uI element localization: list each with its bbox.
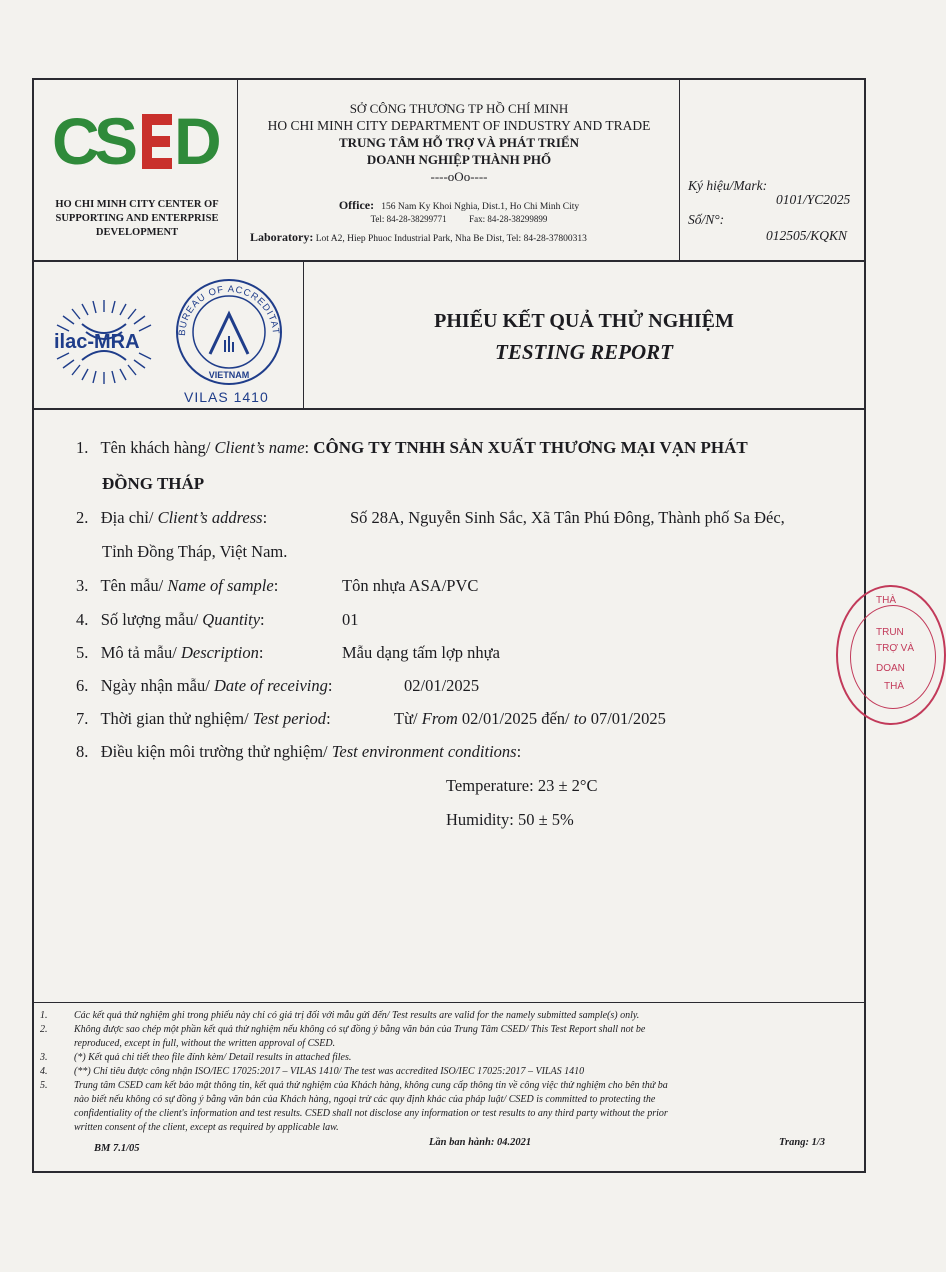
stamp-text: DOAN bbox=[876, 663, 905, 674]
item-number: 5. bbox=[76, 643, 89, 662]
item-label-en: Test environment conditions bbox=[331, 742, 517, 761]
footnote-text: (**) Chỉ tiêu được công nhận ISO/IEC 17025:2017 – VILAS 1410/ The test was accredited ISO/IEC 17025:2017 – VILAS 1410 bbox=[74, 1066, 585, 1077]
vilas-text: VILAS 1410 bbox=[184, 389, 269, 405]
logo-letter-c: C bbox=[52, 104, 100, 178]
boa-logo bbox=[34, 262, 281, 384]
fax: Fax: 84-28-38299899 bbox=[469, 214, 548, 224]
footnote bbox=[40, 1093, 655, 1106]
title-cell bbox=[304, 262, 864, 408]
item-number: 6. bbox=[76, 676, 89, 695]
tel-fax-line bbox=[238, 214, 680, 224]
lab-address: Lot A2, Hiep Phuoc Industrial Park, Nha Be Dist, Tel: 84-28-37800313 bbox=[315, 234, 587, 244]
item-address-cont: Tỉnh Đồng Tháp, Việt Nam. bbox=[102, 542, 288, 561]
item-environment: 8. Điều kiện môi trường thử nghiệm/ Test environment conditions: bbox=[76, 742, 522, 761]
company-stamp bbox=[836, 585, 946, 725]
org-line: DOANH NGHIỆP THÀNH PHỐ bbox=[366, 152, 552, 167]
item-number: 3. bbox=[76, 576, 89, 595]
footnote-number: 4. bbox=[40, 1066, 48, 1077]
report-title-en: TESTING REPORT bbox=[495, 340, 673, 364]
item-test-period: 7. Thời gian thử nghiệm/ Test period: bbox=[76, 709, 331, 728]
laboratory-line bbox=[250, 230, 587, 245]
period-to-en: to bbox=[573, 709, 587, 728]
item-number: 7. bbox=[76, 709, 89, 728]
accreditation-cell bbox=[34, 262, 304, 408]
stamp-text: TRUN bbox=[876, 627, 904, 638]
footnote bbox=[40, 1037, 335, 1050]
office-label: Office: bbox=[338, 198, 375, 212]
period-end: 07/01/2025 bbox=[586, 709, 666, 728]
organization-names bbox=[238, 100, 680, 185]
footnote-text: written consent of the client, except as required by applicable law. bbox=[74, 1122, 339, 1133]
logo-caption-line: HO CHI MINH CITY CENTER OF bbox=[55, 199, 219, 210]
page-number: Trang: 1/3 bbox=[779, 1137, 825, 1148]
logo-letter-s: S bbox=[94, 104, 139, 178]
item-value: Số 28A, Nguyễn Sinh Sắc, Xã Tân Phú Đông, Thành phố Sa Đéc, bbox=[350, 508, 785, 527]
contacts bbox=[238, 198, 680, 224]
logo-caption-line: DEVELOPMENT bbox=[95, 227, 179, 238]
office-line bbox=[238, 198, 680, 213]
footnote-text: nào biết nếu không có sự đồng ý bằng văn bản của Khách hàng, ngoại trừ các quy định khác của pháp luật/ CSED is committed to protecting the bbox=[74, 1094, 656, 1105]
item-value: 01 bbox=[342, 610, 359, 629]
item-value: Mẫu dạng tấm lợp nhựa bbox=[342, 643, 500, 662]
period-from-en: From bbox=[421, 709, 458, 728]
footnote bbox=[40, 1065, 584, 1078]
item-client-address: 2. Địa chỉ/ Client’s address: bbox=[76, 508, 268, 527]
item-value bbox=[394, 709, 666, 729]
mark-value: 0101/YC2025 bbox=[776, 192, 851, 207]
boa-top-text: BUREAU OF ACCREDITAT bbox=[176, 283, 282, 337]
footnote-text: Không được sao chép một phần kết quả thử nghiệm nếu không có sự đồng ý bằng văn bản của Trung Tâm CSED/ This Test Report shall not be bbox=[74, 1024, 646, 1035]
issue-date: Lần ban hành: 04.2021 bbox=[429, 1137, 532, 1148]
footnote-number: 2. bbox=[40, 1024, 48, 1035]
logo-cell bbox=[34, 80, 238, 260]
boa-bottom-text: VIETNAM bbox=[208, 370, 250, 380]
footnote bbox=[40, 1009, 639, 1022]
stamp-text: THÀ bbox=[884, 681, 904, 692]
stamp-text: THÀ bbox=[876, 595, 896, 606]
logo-caption-line: SUPPORTING AND ENTERPRISE bbox=[55, 213, 219, 224]
item-label-vn: Tên mẫu/ bbox=[100, 576, 168, 595]
ilac-text: ilac-MRA bbox=[54, 331, 140, 353]
stamp-inner-ring bbox=[850, 605, 936, 709]
item-label-en: Description bbox=[180, 643, 259, 662]
footnote bbox=[40, 1121, 339, 1134]
footnote-number: 1. bbox=[40, 1010, 48, 1021]
footnote-text: reproduced, except in full, without the written approval of CSED. bbox=[74, 1038, 336, 1049]
period-to-vn: 02/01/2025 đến/ bbox=[457, 709, 574, 728]
humidity: Humidity: 50 ± 5% bbox=[446, 810, 574, 829]
item-quantity: 4. Số lượng mẫu/ Quantity: bbox=[76, 610, 265, 629]
item-value: CÔNG TY TNHH SẢN XUẤT THƯƠNG MẠI VẠN PHÁT bbox=[313, 438, 748, 457]
item-label-vn: Tên khách hàng/ bbox=[100, 438, 215, 457]
item-label-en: Test period bbox=[252, 709, 327, 728]
org-line: TRUNG TÂM HỖ TRỢ VÀ PHÁT TRIỂN bbox=[338, 135, 580, 150]
item-label-vn: Số lượng mẫu/ bbox=[100, 610, 203, 629]
item-sample-name: 3. Tên mẫu/ Name of sample: bbox=[76, 576, 279, 595]
item-label-en: Date of receiving bbox=[213, 676, 328, 695]
organization-cell bbox=[238, 80, 680, 260]
report-title-vn: PHIẾU KẾT QUẢ THỬ NGHIỆM bbox=[434, 310, 734, 332]
number-value: 012505/KQKN bbox=[766, 228, 848, 243]
footnote-text: Các kết quả thử nghiệm ghi trong phiếu này chỉ có giá trị đối với mẫu gửi đến/ Test results are valid for the namely submitted sample(s) only. bbox=[74, 1010, 640, 1021]
number-label: Số/N°: bbox=[688, 212, 725, 227]
item-number: 4. bbox=[76, 610, 89, 629]
item-value: Tôn nhựa ASA/PVC bbox=[342, 576, 479, 595]
footnote bbox=[40, 1079, 668, 1092]
org-line: ----oOo---- bbox=[430, 169, 488, 184]
accreditation-logos bbox=[34, 262, 304, 408]
item-client-name-cont: ĐỒNG THÁP bbox=[102, 474, 205, 493]
org-line: HO CHI MINH CITY DEPARTMENT OF INDUSTRY AND TRADE bbox=[267, 118, 651, 133]
item-label-vn: Thời gian thử nghiệm/ bbox=[100, 709, 253, 728]
csed-logo bbox=[52, 104, 222, 178]
footnote bbox=[40, 1023, 645, 1036]
period-from-vn: Từ/ bbox=[394, 709, 422, 728]
header bbox=[34, 80, 864, 262]
item-label-vn: Địa chỉ/ bbox=[100, 508, 158, 527]
logo-letter-d: D bbox=[174, 104, 222, 178]
footnote-number: 3. bbox=[40, 1052, 48, 1063]
item-number: 2. bbox=[76, 508, 89, 527]
item-date-receiving: 6. Ngày nhận mẫu/ Date of receiving: bbox=[76, 676, 333, 695]
office-address: 156 Nam Ky Khoi Nghia, Dist.1, Ho Chi Minh City bbox=[381, 202, 580, 212]
footnote-text: confidentiality of the client's information and test results. CSED shall not disclose any information or test results to any third party without the prior bbox=[74, 1108, 668, 1119]
item-label-en: Quantity bbox=[202, 610, 261, 629]
item-label-en: Client’s name bbox=[214, 438, 305, 457]
org-line: SỞ CÔNG THƯƠNG TP HỒ CHÍ MINH bbox=[349, 101, 569, 116]
item-label-vn: Điều kiện môi trường thử nghiệm/ bbox=[100, 742, 332, 761]
item-description: 5. Mô tả mẫu/ Description: bbox=[76, 643, 264, 662]
stamp-text: TRỢ VÀ bbox=[876, 643, 915, 654]
item-client-name: 1. Tên khách hàng/ Client’s name: CÔNG TY TNHH SẢN XUẤT THƯƠNG MẠI VẠN PHÁT bbox=[76, 438, 748, 457]
item-label-vn: Ngày nhận mẫu/ bbox=[100, 676, 214, 695]
item-label-en: Name of sample bbox=[167, 576, 274, 595]
temperature: Temperature: 23 ± 2°C bbox=[446, 776, 598, 795]
footnote bbox=[40, 1051, 351, 1064]
footnote bbox=[40, 1107, 668, 1120]
lab-label: Laboratory: bbox=[250, 230, 314, 244]
logo-e-stem bbox=[142, 114, 152, 169]
footnote-text: Trung tâm CSED cam kết bảo mật thông tin, kết quả thử nghiệm của Khách hàng, không cung cấp thông tin về công việc thử nghiệm cho bên thứ ba bbox=[74, 1080, 668, 1091]
item-label-en: Client’s address bbox=[157, 508, 263, 527]
tel: Tel: 84-28-38299771 bbox=[370, 214, 447, 224]
mark-cell bbox=[680, 80, 864, 260]
title-row bbox=[34, 262, 864, 410]
logo-caption bbox=[40, 198, 234, 240]
footnotes bbox=[34, 1002, 864, 1172]
footnote-number: 5. bbox=[40, 1080, 48, 1091]
mark-label: Ký hiệu/Mark: bbox=[688, 178, 768, 193]
item-number: 8. bbox=[76, 742, 89, 761]
item-value: 02/01/2025 bbox=[404, 676, 480, 695]
form-code: BM 7.1/05 bbox=[94, 1143, 140, 1154]
item-number: 1. bbox=[76, 438, 89, 457]
report-sheet bbox=[32, 78, 866, 1173]
item-label-vn: Mô tả mẫu/ bbox=[100, 643, 181, 662]
footnote-text: (*) Kết quả chi tiết theo file đính kèm/ Detail results in attached files. bbox=[74, 1052, 352, 1063]
